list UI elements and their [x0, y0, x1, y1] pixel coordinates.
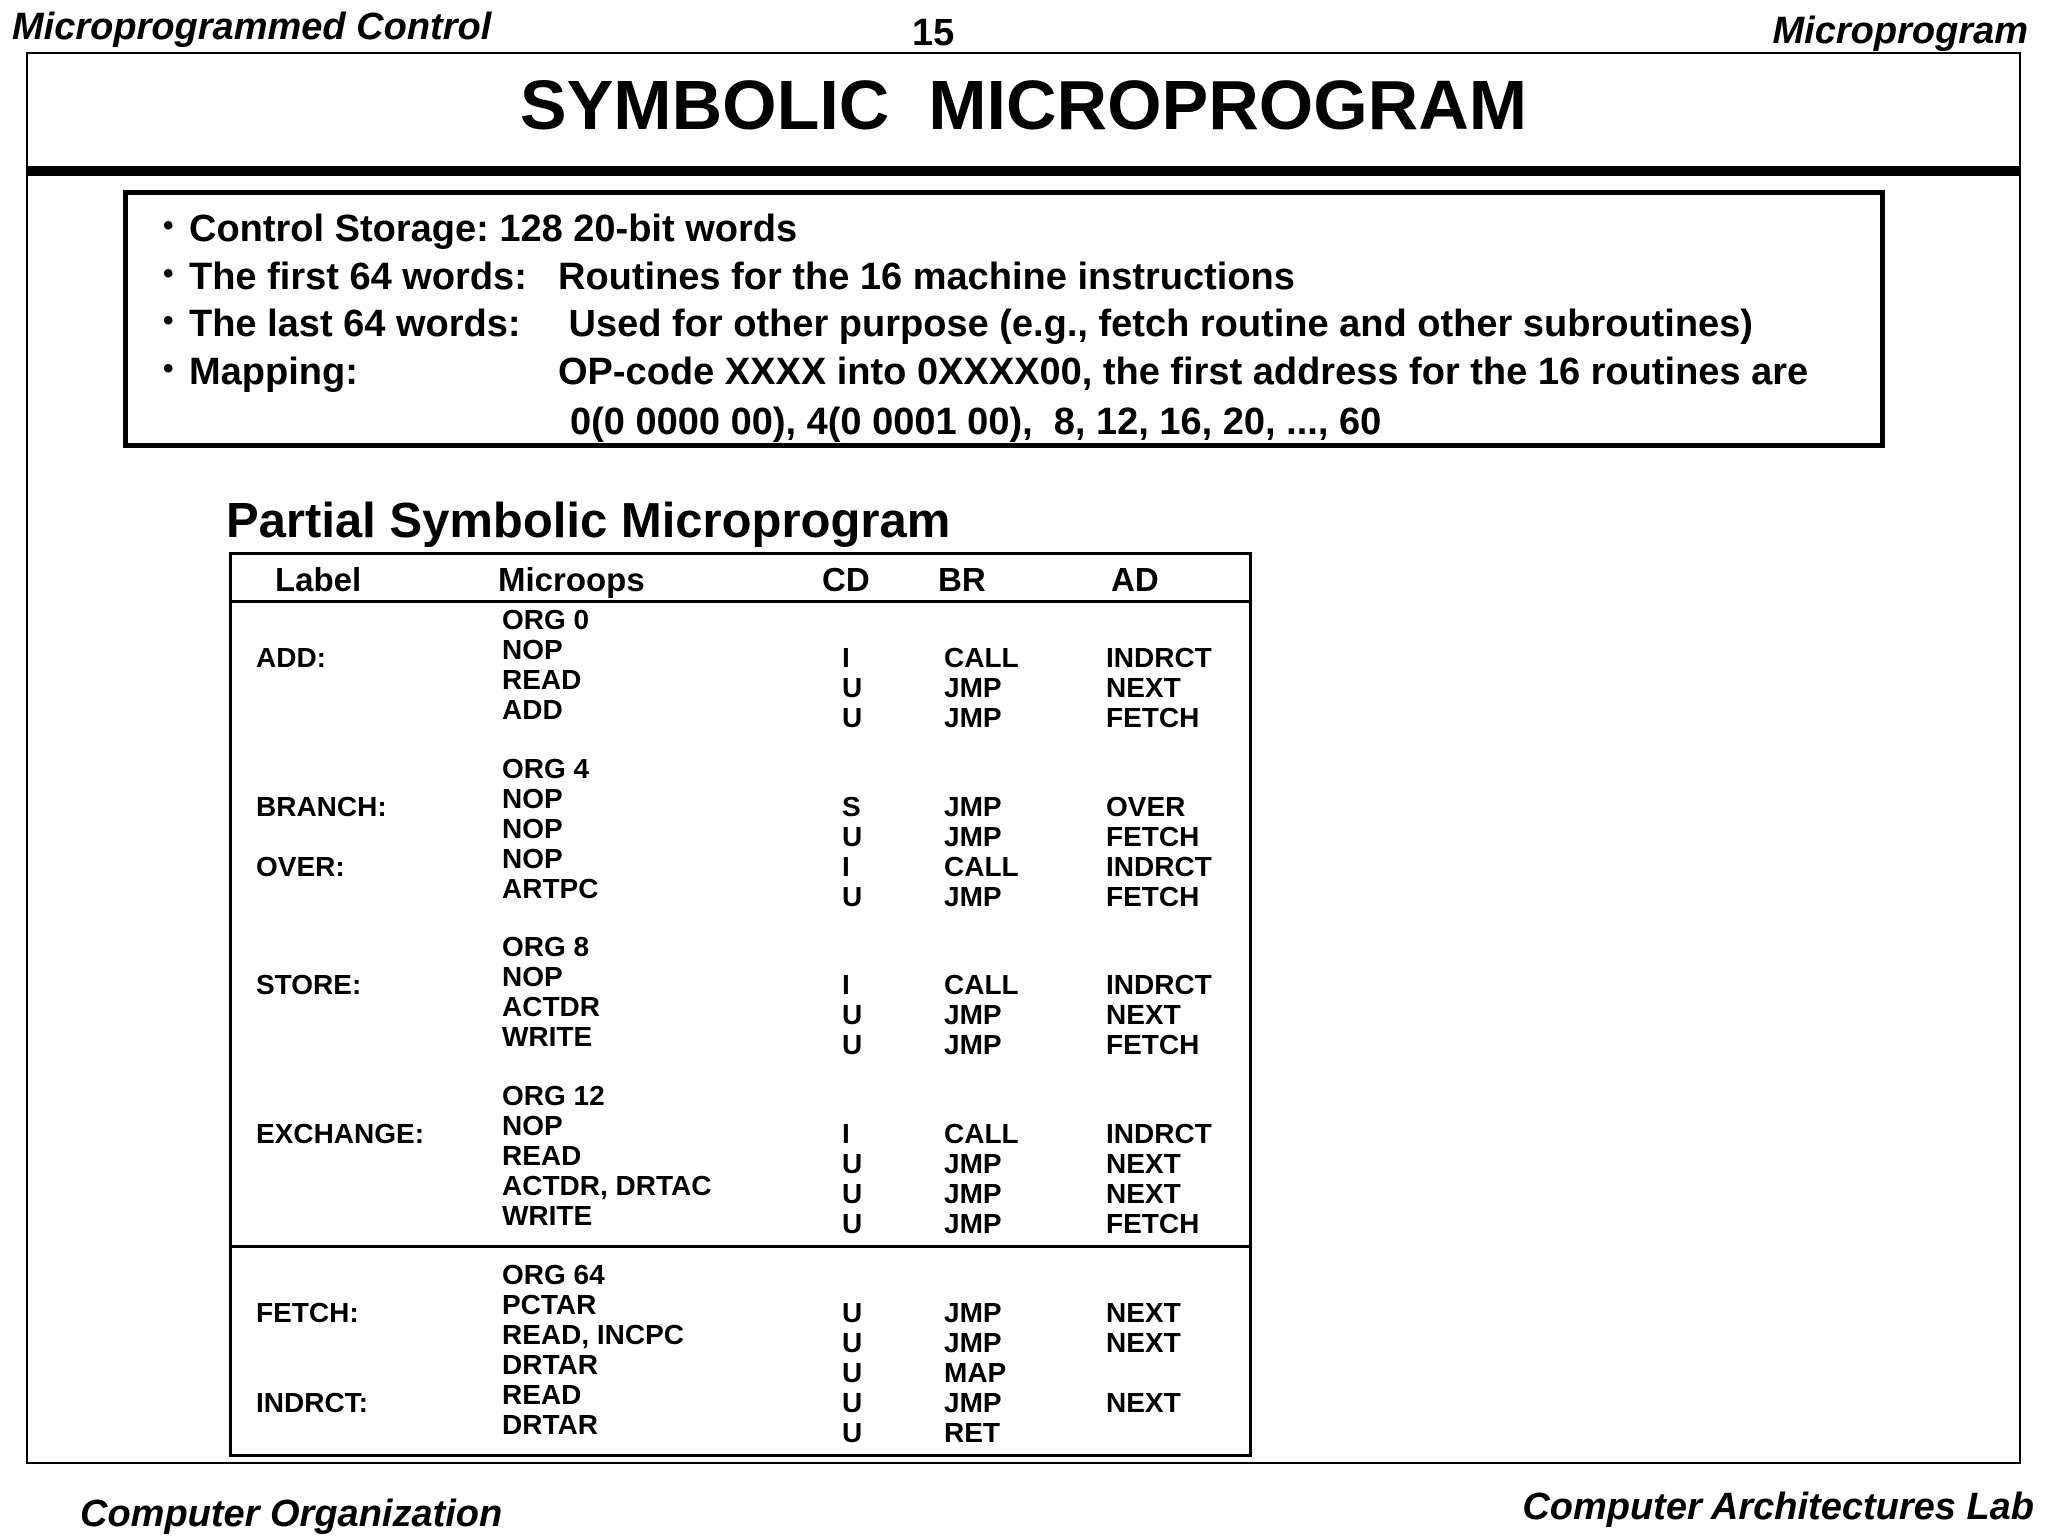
row-microops: PCTAR — [502, 1289, 597, 1320]
row-label: BRANCH: — [256, 791, 387, 822]
column-header-cd: CD — [822, 561, 870, 598]
row-cd: U — [842, 702, 863, 733]
bullet-icon: • — [163, 257, 174, 290]
row-cd: U — [842, 1297, 863, 1328]
bullet-term: The last 64 words: — [189, 303, 521, 345]
row-cd: U — [842, 672, 863, 703]
column-header-ad: AD — [1111, 561, 1159, 598]
row-br: JMP — [944, 1327, 1002, 1358]
row-cd: U — [842, 1327, 863, 1358]
row-microops: DRTAR — [502, 1409, 598, 1440]
row-microops: NOP — [502, 813, 563, 844]
row-ad: NEXT — [1106, 672, 1181, 703]
row-br: RET — [944, 1417, 1000, 1448]
row-label: FETCH: — [256, 1297, 359, 1328]
bullet-item — [163, 303, 1753, 345]
bullet-icon: • — [163, 209, 174, 242]
column-header-br: BR — [938, 561, 986, 598]
microprogram-table — [229, 552, 1252, 1457]
row-ad: OVER — [1106, 791, 1186, 822]
row-label: ADD: — [256, 642, 326, 673]
row-label: EXCHANGE: — [256, 1118, 425, 1149]
row-cd: U — [842, 1029, 863, 1060]
row-ad: NEXT — [1106, 1327, 1181, 1358]
row-cd: U — [842, 1357, 863, 1388]
column-header-label: Label — [275, 561, 362, 598]
row-ad: NEXT — [1106, 1387, 1181, 1418]
row-label: STORE: — [256, 969, 362, 1000]
row-br: JMP — [944, 881, 1002, 912]
row-ad: NEXT — [1106, 999, 1181, 1030]
table-section-divider — [229, 1245, 1252, 1248]
row-microops: WRITE — [502, 1200, 593, 1231]
row-microops: ORG 12 — [502, 1080, 605, 1111]
section-title: Partial Symbolic Microprogram — [226, 494, 951, 548]
row-br: JMP — [944, 999, 1002, 1030]
mapping-addresses: 0(0 0000 00), 4(0 0001 00), 8, 12, 16, 20, ..., 60 — [570, 401, 1382, 443]
bullet-value: OP-code XXXX into 0XXXX00, the first address for the 16 routines are — [558, 351, 1809, 393]
row-br: JMP — [944, 702, 1002, 733]
row-microops: READ — [502, 1379, 582, 1410]
row-ad: NEXT — [1106, 1297, 1181, 1328]
row-microops: ACTDR — [502, 991, 600, 1022]
slide-title: SYMBOLIC MICROPROGRAM — [519, 66, 1528, 144]
row-cd: U — [842, 1178, 863, 1209]
row-cd: I — [842, 851, 850, 882]
row-cd: U — [842, 1208, 863, 1239]
row-cd: U — [842, 1387, 863, 1418]
footer-course: Computer Organization — [80, 1493, 503, 1535]
bullet-icon: • — [163, 352, 174, 385]
bullet-value: Routines for the 16 machine instructions — [558, 256, 1295, 298]
header-course-title: Microprogrammed Control — [12, 6, 492, 48]
row-microops: ORG 64 — [502, 1259, 605, 1290]
row-microops: ORG 0 — [502, 604, 590, 635]
row-cd: I — [842, 642, 850, 673]
bullet-value: Used for other purpose (e.g., fetch routine and other subroutines) — [558, 303, 1753, 345]
row-microops: READ — [502, 1140, 582, 1171]
bullet-term: Control Storage: 128 20-bit words — [189, 208, 798, 250]
row-microops: NOP — [502, 783, 563, 814]
title-divider — [26, 166, 2021, 176]
row-ad: INDRCT — [1106, 1118, 1212, 1149]
row-microops: DRTAR — [502, 1349, 598, 1380]
row-ad: FETCH — [1106, 1208, 1200, 1239]
row-br: CALL — [944, 851, 1019, 882]
row-ad: INDRCT — [1106, 969, 1212, 1000]
row-microops: READ — [502, 664, 582, 695]
row-cd: U — [842, 1148, 863, 1179]
row-ad: FETCH — [1106, 881, 1200, 912]
row-br: JMP — [944, 1208, 1002, 1239]
bullet-term: The first 64 words: — [189, 256, 527, 298]
row-microops: ACTDR, DRTAC — [502, 1170, 712, 1201]
row-br: MAP — [944, 1357, 1007, 1388]
row-br: JMP — [944, 791, 1002, 822]
row-cd: U — [842, 881, 863, 912]
row-cd: I — [842, 1118, 850, 1149]
bullet-item — [163, 210, 797, 248]
row-ad: INDRCT — [1106, 851, 1212, 882]
row-microops: ORG 4 — [502, 753, 590, 784]
row-cd: I — [842, 969, 850, 1000]
row-br: JMP — [944, 1148, 1002, 1179]
row-cd: U — [842, 999, 863, 1030]
row-br: JMP — [944, 1029, 1002, 1060]
bullet-term: Mapping: — [189, 351, 358, 393]
header-topic: Microprogram — [1772, 10, 2028, 52]
bullet-item — [163, 351, 1809, 393]
bullet-item — [163, 256, 1295, 298]
row-br: JMP — [944, 821, 1002, 852]
row-microops: NOP — [502, 1110, 563, 1141]
row-ad: INDRCT — [1106, 642, 1212, 673]
row-microops: ORG 8 — [502, 931, 590, 962]
row-microops: WRITE — [502, 1021, 593, 1052]
row-label: INDRCT: — [256, 1387, 368, 1418]
row-microops: ADD — [502, 694, 563, 725]
row-br: JMP — [944, 1387, 1002, 1418]
column-header-microops: Microops — [498, 561, 645, 598]
row-cd: U — [842, 821, 863, 852]
row-ad: FETCH — [1106, 821, 1200, 852]
row-br: CALL — [944, 1118, 1019, 1149]
table-header-divider — [229, 600, 1252, 603]
row-microops: NOP — [502, 961, 563, 992]
row-microops: NOP — [502, 843, 563, 874]
row-ad: NEXT — [1106, 1148, 1181, 1179]
row-br: CALL — [944, 969, 1019, 1000]
page-number: 15 — [912, 12, 955, 54]
row-br: JMP — [944, 1178, 1002, 1209]
row-br: JMP — [944, 1297, 1002, 1328]
row-br: JMP — [944, 672, 1002, 703]
row-microops: ARTPC — [502, 873, 599, 904]
row-cd: U — [842, 1417, 863, 1448]
row-cd: S — [842, 791, 861, 822]
row-microops: READ, INCPC — [502, 1319, 685, 1350]
row-ad: FETCH — [1106, 1029, 1200, 1060]
row-ad: NEXT — [1106, 1178, 1181, 1209]
row-ad: FETCH — [1106, 702, 1200, 733]
row-br: CALL — [944, 642, 1019, 673]
footer-lab: Computer Architectures Lab — [1522, 1486, 2034, 1528]
row-microops: NOP — [502, 634, 563, 665]
row-label: OVER: — [256, 851, 345, 882]
bullet-icon: • — [163, 304, 174, 337]
